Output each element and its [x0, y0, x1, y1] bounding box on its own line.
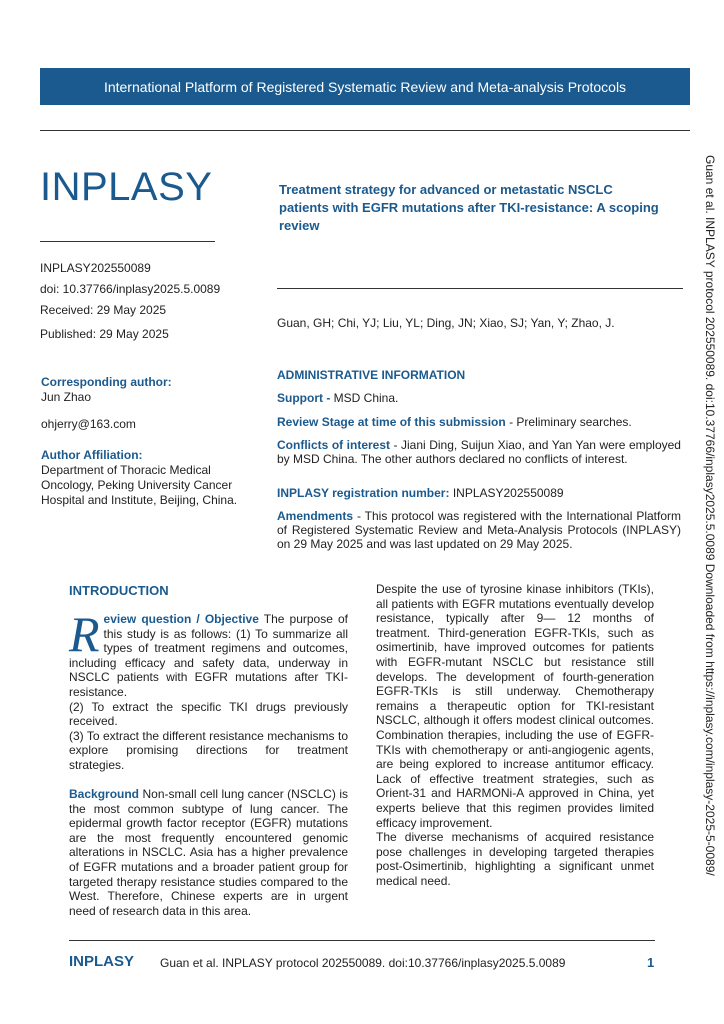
amendments-line [277, 509, 681, 551]
conflicts-label: Conflicts of interest [277, 438, 391, 452]
review-question-label: eview question / Objective [103, 612, 259, 626]
footer-citation: Guan et al. INPLASY protocol 202550089. doi:10.37766/inplasy2025.5.0089 [160, 956, 566, 970]
background-paragraph [69, 787, 348, 918]
resistance-paragraph: Despite the use of tyrosine kinase inhibitors (TKIs), all patients with EGFR mutations eventually develop resistance, typically after 9— 12 months of treatment. Third-generation EGFR-TKIs, such as osimertinib, have improved outcomes for patients with EGFR-mutant NSCLC but resistance still develops. The development of fourth-generation EGFR-TKIs is still underway. Chemotherapy remains a therapeutic option for TKI-resistant NSCLC, although it offers modest clinical outcomes. Combination therapies, including the use of EGFR-TKIs with chemotherapy or anti-angiogenic agents, are being explored to increase antitumor efficacy. Lack of effective treatment strategies, such as Orient-31 and HARMONi-A approved in China, yet experts believe that this regimen provides limited efficacy improvement. [376, 582, 654, 830]
background-text: Non-small cell lung cancer (NSCLC) is the most common subtype of lung cancer. The epidermal growth factor receptor (EGFR) mutations are the most frequently encountered genomic alterations in NSCLC. Asia has a higher prevalence of EGFR mutations and a broader patient group for targeted therapy resistance studies compared to the West. Therefore, Chinese experts are in urgent need of research data in this area. [69, 787, 348, 918]
introduction-heading: INTRODUCTION [69, 583, 169, 598]
corresponding-author [41, 375, 172, 432]
amendments-text: - This protocol was registered with the International Platform of Registered Systematic Review and Meta-Analysis Protocols (INPLASY) on 29 May 2025 and was last updated on 29 May 2025. [277, 509, 681, 551]
support-text: MSD China. [330, 391, 399, 405]
registration-text: INPLASY202550089 [449, 486, 564, 500]
paper-title: Treatment strategy for advanced or metastatic NSCLC patients with EGFR mutations after TKI-resistance: A scoping review [279, 182, 659, 233]
registration-label: INPLASY registration number: [277, 486, 450, 500]
background-label: Background [69, 787, 140, 801]
inplasy-logo: INPLASY [40, 165, 213, 209]
footer-divider [69, 940, 655, 941]
protocol-doi: doi: 10.37766/inplasy2025.5.0089 [40, 282, 221, 296]
download-watermark: Guan et al. INPLASY protocol 202550089. doi:10.37766/inplasy2025.5.0089 Downloaded from https://inplasy.com/inplasy-2025-5-0089/ [703, 155, 717, 876]
review-question-item-3: (3) To extract the different resistance mechanisms to explore promising directions for treatment strategies. [69, 728, 348, 772]
amendments-label: Amendments [277, 509, 354, 523]
affiliation-text: Department of Thoracic Medical Oncology, Peking University Cancer Hospital and Institute, Beijing, China. [41, 463, 238, 507]
review-question-paragraph [69, 606, 348, 773]
corresponding-email: ohjerry@163.com [41, 417, 136, 431]
right-column [376, 582, 654, 888]
mechanisms-paragraph: The diverse mechanisms of acquired resistance pose challenges in developing targeted therapies post-Osimertinib, highlighting a significant unmet medical need. [376, 830, 654, 888]
conflicts-line [277, 438, 681, 466]
author-list: Guan, GH; Chi, YJ; Liu, YL; Ding, JN; Xiao, SJ; Yan, Y; Zhao, J. [277, 316, 615, 330]
registration-line [277, 486, 681, 500]
corresponding-name: Jun Zhao [41, 390, 92, 404]
review-stage-label: Review Stage at time of this submission [277, 415, 506, 429]
logo-divider [40, 241, 215, 242]
review-stage-text: - Preliminary searches. [505, 415, 632, 429]
journal-banner [40, 68, 690, 105]
footer-logo: INPLASY [69, 953, 135, 970]
admin-heading-text: ADMINISTRATIVE INFORMATION [277, 368, 466, 382]
admin-heading [277, 368, 681, 382]
banner-text: International Platform of Registered Systematic Review and Meta-analysis Protocols [103, 78, 627, 95]
review-question-item-2: (2) To extract the specific TKI drugs previously received. [69, 699, 348, 729]
support-label: Support - [277, 391, 331, 405]
review-stage-line [277, 415, 681, 429]
review-question-text: The purpose of this study is as follows: (1) To summarize all types of treatment regimens and outcomes, including efficacy and safety data, underway in NSCLC patients with EGFR mutations after TKI-resistance. [69, 612, 348, 699]
support-line [277, 391, 681, 405]
drop-cap: R [69, 606, 100, 662]
corresponding-label: Corresponding author: [41, 375, 172, 389]
title-divider [277, 288, 683, 289]
conflicts-text: - Jiani Ding, Suijun Xiao, and Yan Yan were employed by MSD China. The other authors declared no conflicts of interest. [277, 438, 681, 466]
author-affiliation [41, 448, 246, 508]
published-date: Published: 29 May 2025 [40, 327, 169, 341]
protocol-id: INPLASY202550089 [40, 261, 151, 275]
page-number: 1 [647, 955, 655, 970]
affiliation-label: Author Affiliation: [41, 448, 143, 462]
received-date: Received: 29 May 2025 [40, 303, 167, 317]
header-divider [40, 130, 690, 131]
